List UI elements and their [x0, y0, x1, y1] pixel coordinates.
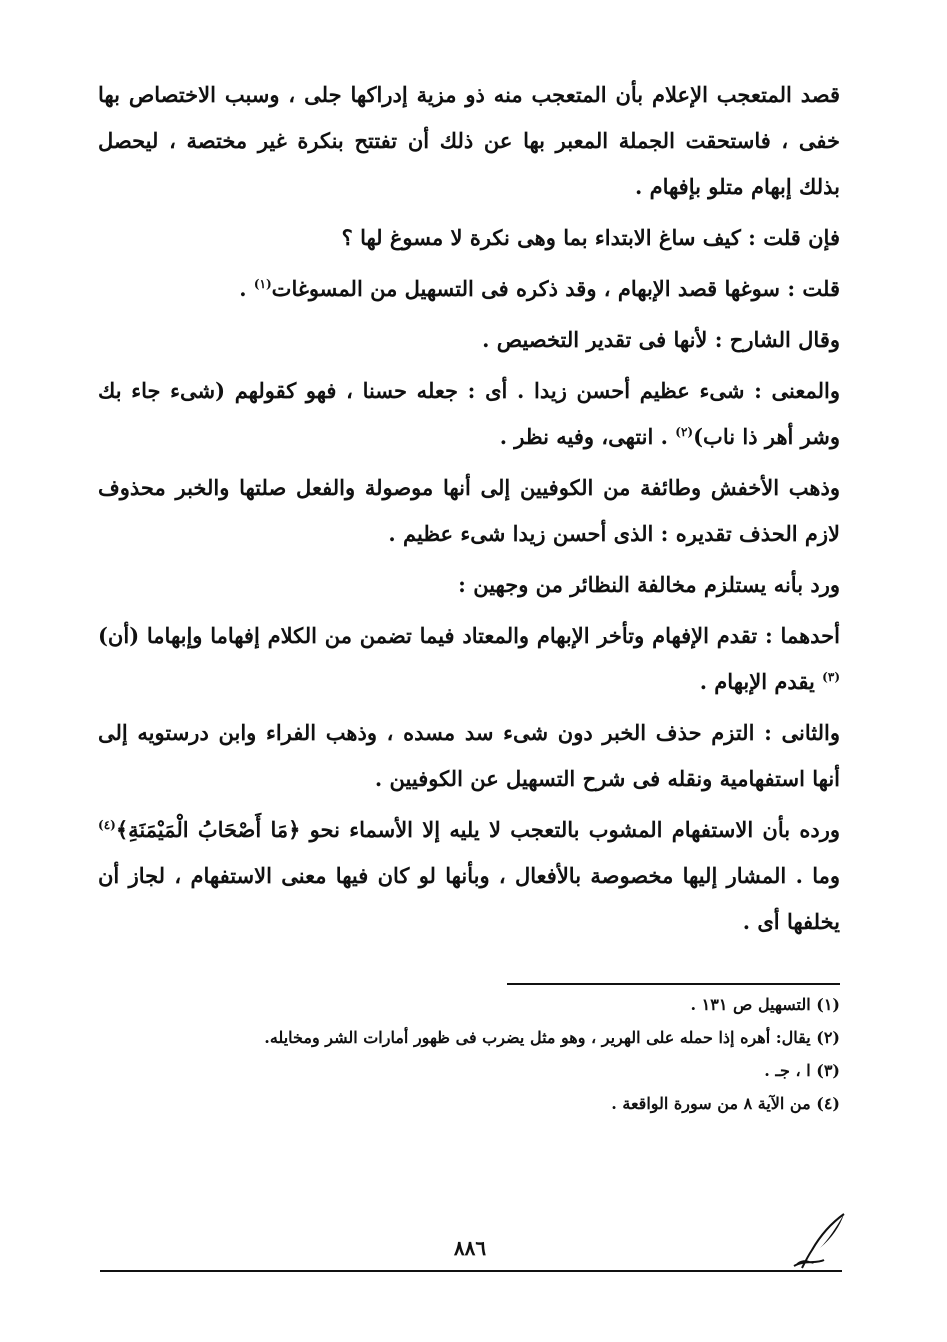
paragraph-3 [98, 266, 840, 312]
footnote-4: (٤) من الآية ٨ من سورة الواقعة . [611, 1094, 840, 1113]
footnote-ref-3: (٣) [822, 670, 840, 684]
quill-pen-icon [790, 1210, 850, 1272]
paragraph-3-text: قلت : سوغها قصد الإبهام ، وقد ذكره فى التسهيل من المسوغات [271, 276, 840, 301]
paragraph-1 [98, 72, 840, 210]
paragraph-8-text: أحدهما : تقدم الإفهام وتأخر الإبهام والمعتاد فيما تضمن من الكلام إفهاما وإبهاما (أن) [98, 623, 840, 648]
paragraph-4-text: وقال الشارح : لأنها فى تقدير التخصيص . [482, 327, 840, 352]
body-text [98, 72, 840, 950]
paragraph-10-end: وما . المشار إليها مخصوصة بالأفعال ، وبأنها لو كان فيها معنى الاستفهام ، لجاز أن يخلفها أى . [98, 863, 840, 934]
footnote-2: (٢) يقال: أهره إذا حمله على الهرير ، وهو مثل يضرب فى ظهور أمارات الشر ومخايله. [264, 1028, 840, 1047]
footnote-3: (٣) ا ، جـ . [764, 1061, 840, 1080]
footnote-divider [507, 983, 840, 985]
paragraph-5-end: . انتهى، وفيه نظر . [499, 424, 676, 449]
footnote-1: (١) التسهيل ص ١٣١ . [690, 995, 840, 1014]
paragraph-9-text: والثانى : التزم حذف الخبر دون شىء سد مسده ، وذهب الفراء وابن درستويه إلى أنها استفهامية ونقله فى شرح التسهيل عن الكوفيين . [98, 720, 840, 791]
paragraph-2-text: فإن قلت : كيف ساغ الابتداء بما وهى نكرة لا مسوغ لها ؟ [341, 225, 840, 250]
paragraph-6 [98, 465, 840, 557]
paragraph-6-text: وذهب الأخفش وطائفة من الكوفيين إلى أنها موصولة والفعل صلتها والخبر محذوف لازم الحذف تقديره : الذى أحسن زيدا شىء عظيم . [98, 475, 840, 546]
paragraph-7-text: ورد بأنه يستلزم مخالفة النظائر من وجهين : [458, 572, 840, 597]
paragraph-10 [98, 807, 840, 945]
footnotes [98, 990, 840, 1122]
paragraph-8-end: يقدم الإبهام . [699, 669, 823, 694]
paragraph-10-text: ورده بأن الاستفهام المشوب بالتعجب لا يليه إلا الأسماء نحو ﴿مَا أَصْحَابُ الْمَيْمَنَةِ﴾ [115, 817, 840, 842]
bottom-divider [100, 1270, 842, 1272]
footnote-ref-1: (١) [253, 277, 272, 291]
paragraph-9 [98, 710, 840, 802]
paragraph-4 [98, 317, 840, 363]
page-number: ٨٨٦ [453, 1236, 487, 1260]
paragraph-8 [98, 613, 840, 705]
footnote-ref-4: (٤) [98, 818, 116, 832]
footnote-ref-2: (٢) [675, 425, 694, 439]
paragraph-5 [98, 368, 840, 460]
paragraph-5-text: والمعنى : شىء عظيم أحسن زيدا . أى : جعله حسنا ، فهو كقولهم (شىء جاء بك وشر أهر ذا ناب) [98, 378, 840, 449]
paragraph-7 [98, 562, 840, 608]
paragraph-2 [98, 215, 840, 261]
paragraph-1-text: قصد المتعجب الإعلام بأن المتعجب منه ذو مزية إدراكها جلى ، وسبب الاختصاص بها خفى ، فاستحقت الجملة المعبر بها عن ذلك أن تفتتح بنكرة غير مختصة ، ليحصل بذلك إبهام متلو بإفهام . [98, 82, 840, 199]
paragraph-3-end: . [239, 276, 254, 301]
